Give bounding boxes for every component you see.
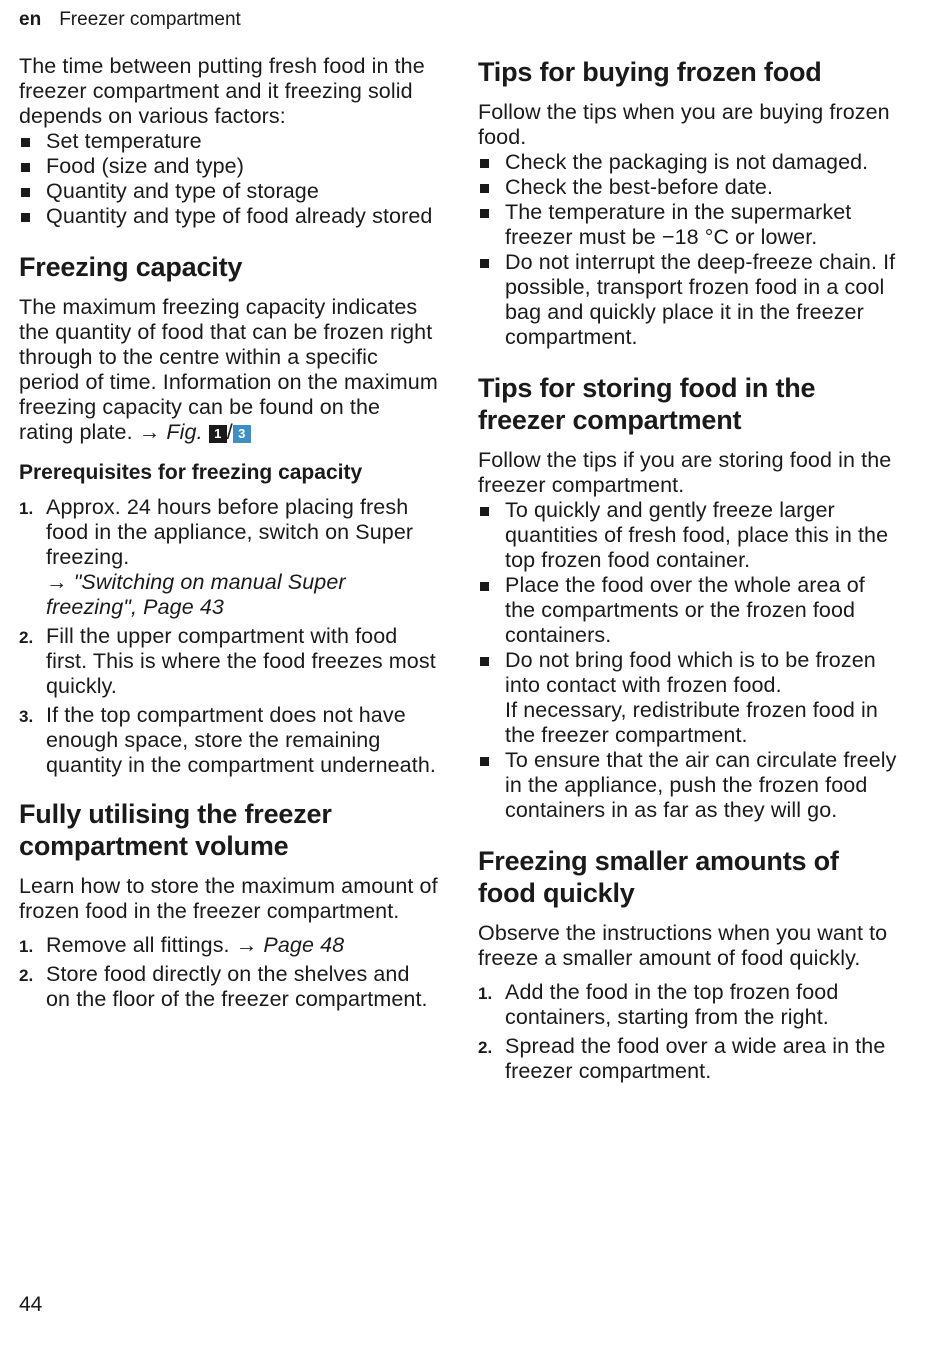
page-header	[19, 8, 241, 32]
left-column	[19, 54, 439, 1016]
intro-text: The time between putting fresh food in the freezer compartment and it freezing solid depends on various factors:	[19, 54, 425, 128]
factors-list	[19, 129, 439, 229]
list-item: Food (size and type)	[19, 154, 439, 179]
list-item: 2. Fill the upper compartment with food first. This is where the food freezes most quickly.	[19, 624, 436, 698]
buying-tips	[478, 150, 898, 350]
fig-reference[interactable]: Fig.	[166, 420, 203, 444]
figure-1-badge[interactable]: 1	[209, 425, 227, 443]
prerequisites-heading: Prerequisites for freezing capacity	[19, 461, 363, 484]
list-item: 2. Spread the food over a wide area in the freezer compartment.	[478, 1034, 886, 1083]
buying-heading: Tips for buying frozen food	[478, 57, 822, 87]
buying-text: Follow the tips when you are buying frozen food.	[478, 100, 890, 149]
list-item: Quantity and type of storage	[19, 179, 439, 204]
list-item: Quantity and type of food already stored	[19, 204, 439, 229]
list-item: Check the packaging is not damaged.	[478, 150, 898, 175]
freezing-capacity-text: The maximum freezing capacity indicates the quantity of food that can be frozen right through to the centre within a specific period of time. Information on the maximum freezing capacity can be found on the rating plate. → Fig. 1 / 3	[19, 295, 438, 444]
list-item: 3. If the top compartment does not have enough space, store the remaining quantity in the compartment underneath.	[19, 703, 436, 777]
figure-3-badge[interactable]: 3	[233, 425, 251, 443]
language-code: en	[19, 9, 42, 30]
freezing-capacity-heading: Freezing capacity	[19, 252, 243, 282]
fully-utilising-heading: Fully utilising the freezer compartment volume	[19, 799, 332, 861]
section-title: Freezer compartment	[59, 9, 241, 30]
fig-separator: /	[226, 420, 233, 444]
list-item: To quickly and gently freeze larger quantities of fresh food, place this in the top frozen food container.	[478, 498, 898, 573]
list-item: Check the best-before date.	[478, 175, 898, 200]
cross-reference-link[interactable]: "Switching on manual Super freezing", Page 43	[46, 570, 346, 619]
step-number: 1.	[19, 937, 34, 956]
tip-extra-text: If necessary, redistribute frozen food in the freezer compartment.	[505, 698, 878, 747]
list-item: The temperature in the supermarket freezer must be −18 °C or lower.	[478, 200, 898, 250]
list-item: 1. Remove all fittings. → Page 48	[19, 933, 345, 957]
storing-heading: Tips for storing food in the freezer compartment	[478, 373, 816, 435]
step-number: 1.	[19, 499, 34, 518]
page-number: 44	[19, 1293, 43, 1316]
arrow-icon: →	[138, 420, 161, 444]
list-item: To ensure that the air can circulate freely in the appliance, push the frozen food containers in as far as they will go.	[478, 748, 898, 823]
fully-utilising-steps	[19, 933, 439, 1012]
step-number: 3.	[19, 707, 34, 726]
list-item: 2. Store food directly on the shelves and on the floor of the freezer compartment.	[19, 962, 428, 1011]
prerequisites-steps	[19, 495, 439, 778]
fully-utilising-text: Learn how to store the maximum amount of frozen food in the freezer compartment.	[19, 874, 438, 923]
step-number: 2.	[19, 628, 34, 647]
smaller-amounts-heading: Freezing smaller amounts of food quickly	[478, 846, 839, 908]
arrow-icon: →	[46, 570, 68, 594]
cross-reference-link[interactable]: Page 48	[263, 933, 345, 957]
arrow-icon: →	[235, 933, 258, 957]
step-number: 2.	[478, 1038, 493, 1057]
list-item: 1. Approx. 24 hours before placing fresh food in the appliance, switch on Super freezing. → "Switching on manual Super freezing", Page 43	[19, 495, 414, 619]
list-item: Do not interrupt the deep-freeze chain. If possible, transport frozen food in a cool bag and quickly place it in the freezer compartment.	[478, 250, 898, 350]
list-item: Do not bring food which is to be frozen into contact with frozen food. If necessary, redistribute frozen food in the freezer compartment.	[478, 648, 898, 748]
step-number: 1.	[478, 984, 493, 1003]
smaller-amounts-text: Observe the instructions when you want to freeze a smaller amount of food quickly.	[478, 921, 888, 970]
storing-tips	[478, 498, 898, 823]
smaller-amounts-steps	[478, 980, 898, 1084]
list-item: Place the food over the whole area of the compartments or the frozen food containers.	[478, 573, 898, 648]
storing-text: Follow the tips if you are storing food in the freezer compartment.	[478, 448, 892, 497]
step-number: 2.	[19, 966, 34, 985]
list-item: 1. Add the food in the top frozen food containers, starting from the right.	[478, 980, 839, 1029]
list-item: Set temperature	[19, 129, 439, 154]
right-column	[478, 54, 898, 1088]
